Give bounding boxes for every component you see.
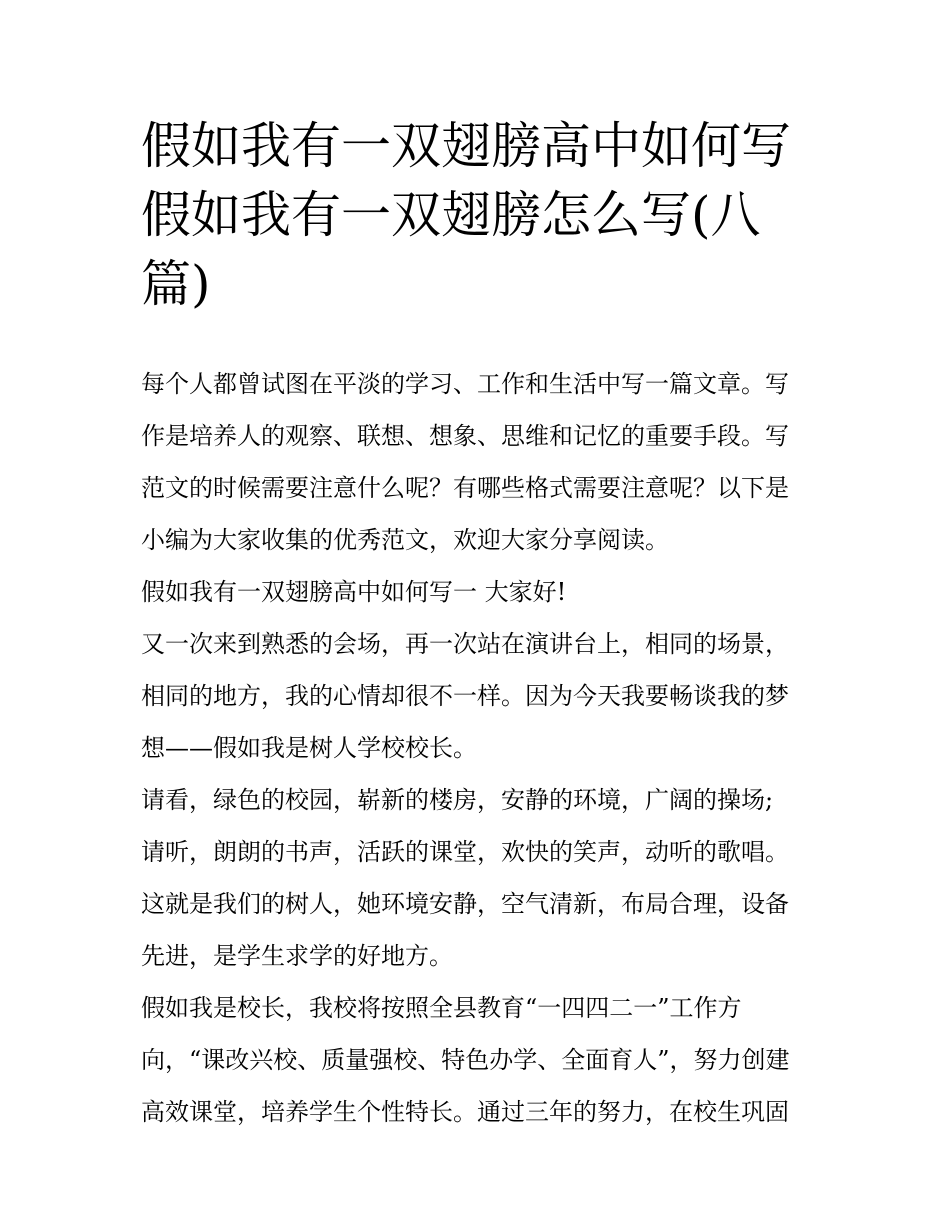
title-line: 假如我有一双翅膀高中如何写 <box>141 117 791 175</box>
body-line: 范文的时候需要注意什么呢？有哪些格式需要注意呢？以下是 <box>141 474 789 502</box>
body-line: 先进，是学生求学的好地方。 <box>141 942 453 970</box>
body-line: 每个人都曾试图在平淡的学习、工作和生活中写一篇文章。写 <box>141 370 789 398</box>
document-body <box>141 358 821 1138</box>
body-line: 小编为大家收集的优秀范文，欢迎大家分享阅读。 <box>141 526 669 554</box>
body-line: 相同的地方，我的心情却很不一样。因为今天我要畅谈我的梦 <box>141 682 789 710</box>
body-line: 这就是我们的树人，她环境安静，空气清新，布局合理，设备 <box>141 890 789 918</box>
body-line: 高效课堂，培养学生个性特长。通过三年的努力，在校生巩固 <box>141 1098 789 1126</box>
body-line: 假如我是校长，我校将按照全县教育“一四四二一”工作方 <box>141 994 742 1022</box>
body-line: 请看，绿色的校园，崭新的楼房，安静的环境，广阔的操场; <box>141 786 774 814</box>
body-line: 想——假如我是树人学校校长。 <box>141 734 477 762</box>
body-line: 向，“课改兴校、质量强校、特色办学、全面育人”，努力创建 <box>141 1046 790 1074</box>
title-line: 篇) <box>141 255 211 313</box>
body-line: 作是培养人的观察、联想、想象、思维和记忆的重要手段。写 <box>141 422 789 450</box>
document-title <box>141 112 821 319</box>
body-line: 假如我有一双翅膀高中如何写一 大家好! <box>141 578 567 606</box>
title-line: 假如我有一双翅膀怎么写(八 <box>141 186 761 244</box>
body-line: 又一次来到熟悉的会场，再一次站在演讲台上，相同的场景， <box>141 630 789 658</box>
body-line: 请听，朗朗的书声，活跃的课堂，欢快的笑声，动听的歌唱。 <box>141 838 789 866</box>
